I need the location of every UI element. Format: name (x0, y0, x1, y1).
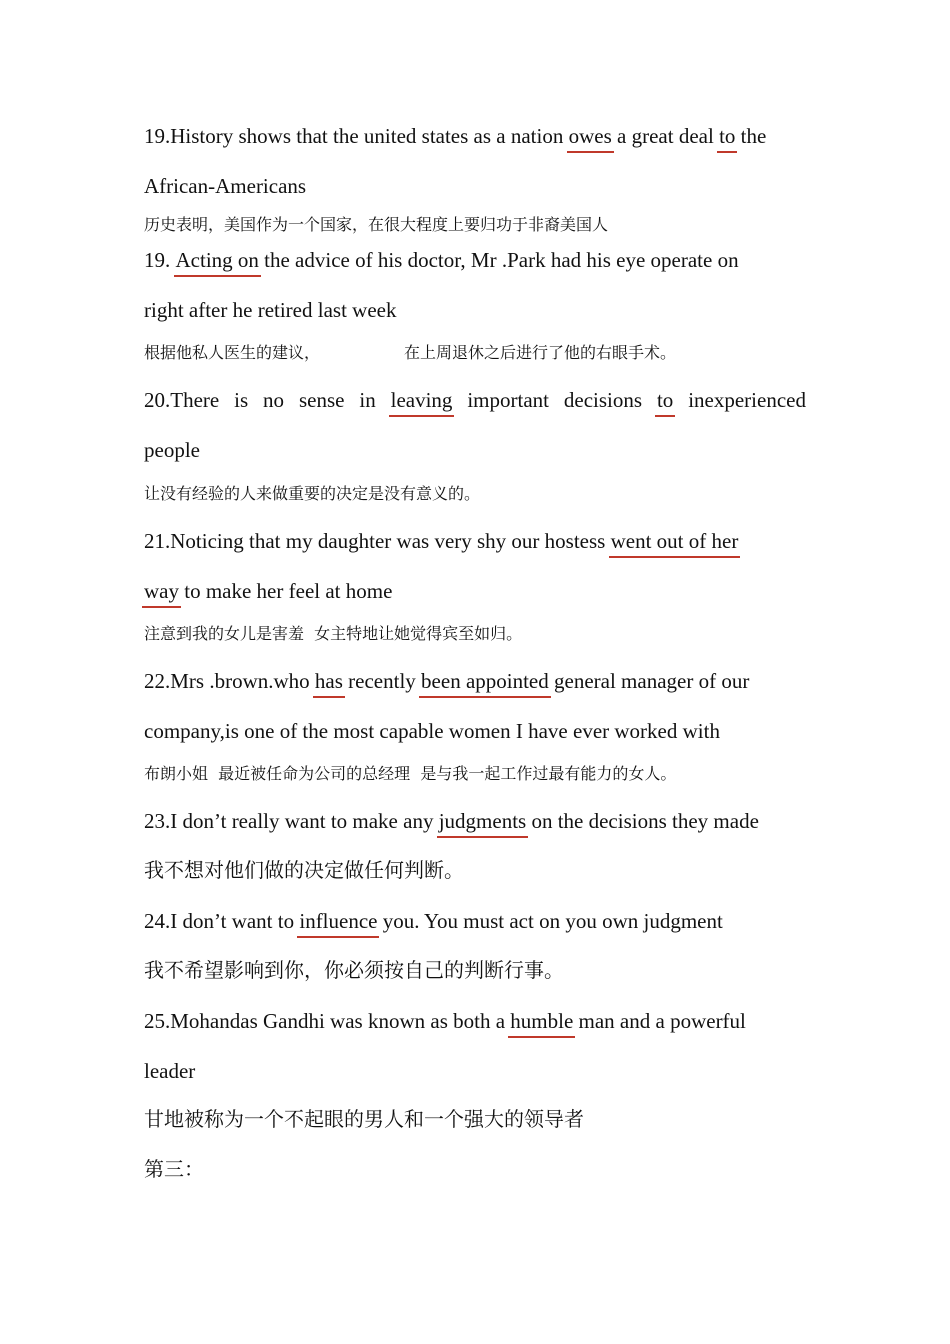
sentence-text: to make her feel at home (179, 579, 393, 603)
sentence-text: general manager of our (548, 669, 750, 693)
translation-line: 历史表明，美国作为一个国家，在很大程度上要归功于非裔美国人 (144, 215, 609, 234)
translation-line: 我不想对他们做的决定做任何判断。 (144, 858, 464, 882)
sentence-line (144, 1057, 195, 1085)
sentence-text: 23.I don’t really want to make any (144, 809, 439, 833)
sentence-line (144, 717, 720, 745)
sentence-text: recently (342, 669, 422, 693)
word: inexperienced (688, 388, 806, 412)
underlined-term: leaving (390, 388, 453, 412)
sentence-line (144, 296, 396, 324)
sentence-text: 19. (144, 248, 176, 272)
translation-line (144, 342, 676, 364)
sentence-text: 21.Noticing that my daughter was very shy our hostess (144, 529, 611, 553)
sentence-line (144, 527, 738, 555)
underlined-term: way (144, 579, 179, 603)
sentence-text: right after he retired last week (144, 298, 397, 322)
sentence-line (144, 1007, 746, 1035)
word: in (359, 388, 376, 412)
word: is (234, 388, 249, 412)
underlined-term: has (314, 669, 343, 693)
word: no (263, 388, 285, 412)
sentence-text: 19.History shows that the united states as a nation (144, 124, 569, 148)
sentence-text: the (735, 124, 767, 148)
sentence-line (144, 386, 806, 414)
sentence-text: on the decisions they made (526, 809, 759, 833)
section-heading: 第三： (144, 1157, 204, 1181)
sentence-line (144, 907, 723, 935)
sentence-line (144, 667, 749, 695)
sentence-text: man and a powerful (573, 1009, 746, 1033)
sentence-text: African-Americans (144, 174, 307, 198)
underlined-term: Acting on (175, 248, 259, 272)
underlined-term: to (719, 124, 736, 148)
underlined-term: humble (510, 1009, 574, 1033)
word: important (467, 388, 549, 412)
underlined-term: owes (568, 124, 612, 148)
translation-line: 让没有经验的人来做重要的决定是没有意义的。 (144, 484, 481, 503)
underlined-term: went out of her (610, 529, 739, 553)
sentence-line (144, 172, 306, 200)
underlined-term: been appointed (421, 669, 549, 693)
translation-text: 根据他私人医生的建议， (144, 343, 321, 362)
sentence-line (144, 577, 392, 605)
sentence-text: 22.Mrs .brown.who (144, 669, 315, 693)
translation-line: 甘地被称为一个不起眼的男人和一个强大的领导者 (144, 1107, 584, 1131)
sentence-text: you. You must act on you own judgment (377, 909, 723, 933)
sentence-line (144, 807, 759, 835)
sentence-text: 24.I don’t want to (144, 909, 300, 933)
underlined-term: to (656, 388, 674, 412)
translation-line: 注意到我的女儿是害羞 女主特地让她觉得宾至如归。 (144, 624, 523, 643)
sentence-line (144, 122, 766, 150)
sentence-text: company,is one of the most capable women I have ever worked with (144, 719, 720, 743)
sentence-text: the advice of his doctor, Mr .Park had his eye operate on (258, 248, 739, 272)
underlined-term: judgments (438, 809, 527, 833)
sentence-text: leader (144, 1059, 196, 1083)
sentence-line: people (144, 438, 200, 462)
underlined-term: influence (299, 909, 378, 933)
sentence-text: a great deal (611, 124, 720, 148)
sentence-line (144, 246, 739, 274)
word: decisions (563, 388, 643, 412)
translation-line: 我不希望影响到你，你必须按自己的判断行事。 (144, 958, 564, 982)
word: 20.There (144, 388, 220, 412)
word: sense (298, 388, 345, 412)
sentence-text: 25.Mohandas Gandhi was known as both a (144, 1009, 511, 1033)
translation-text: 在上周退休之后进行了他的右眼手术。 (404, 343, 677, 362)
translation-line: 布朗小姐 最近被任命为公司的总经理 是与我一起工作过最有能力的女人。 (144, 764, 677, 783)
